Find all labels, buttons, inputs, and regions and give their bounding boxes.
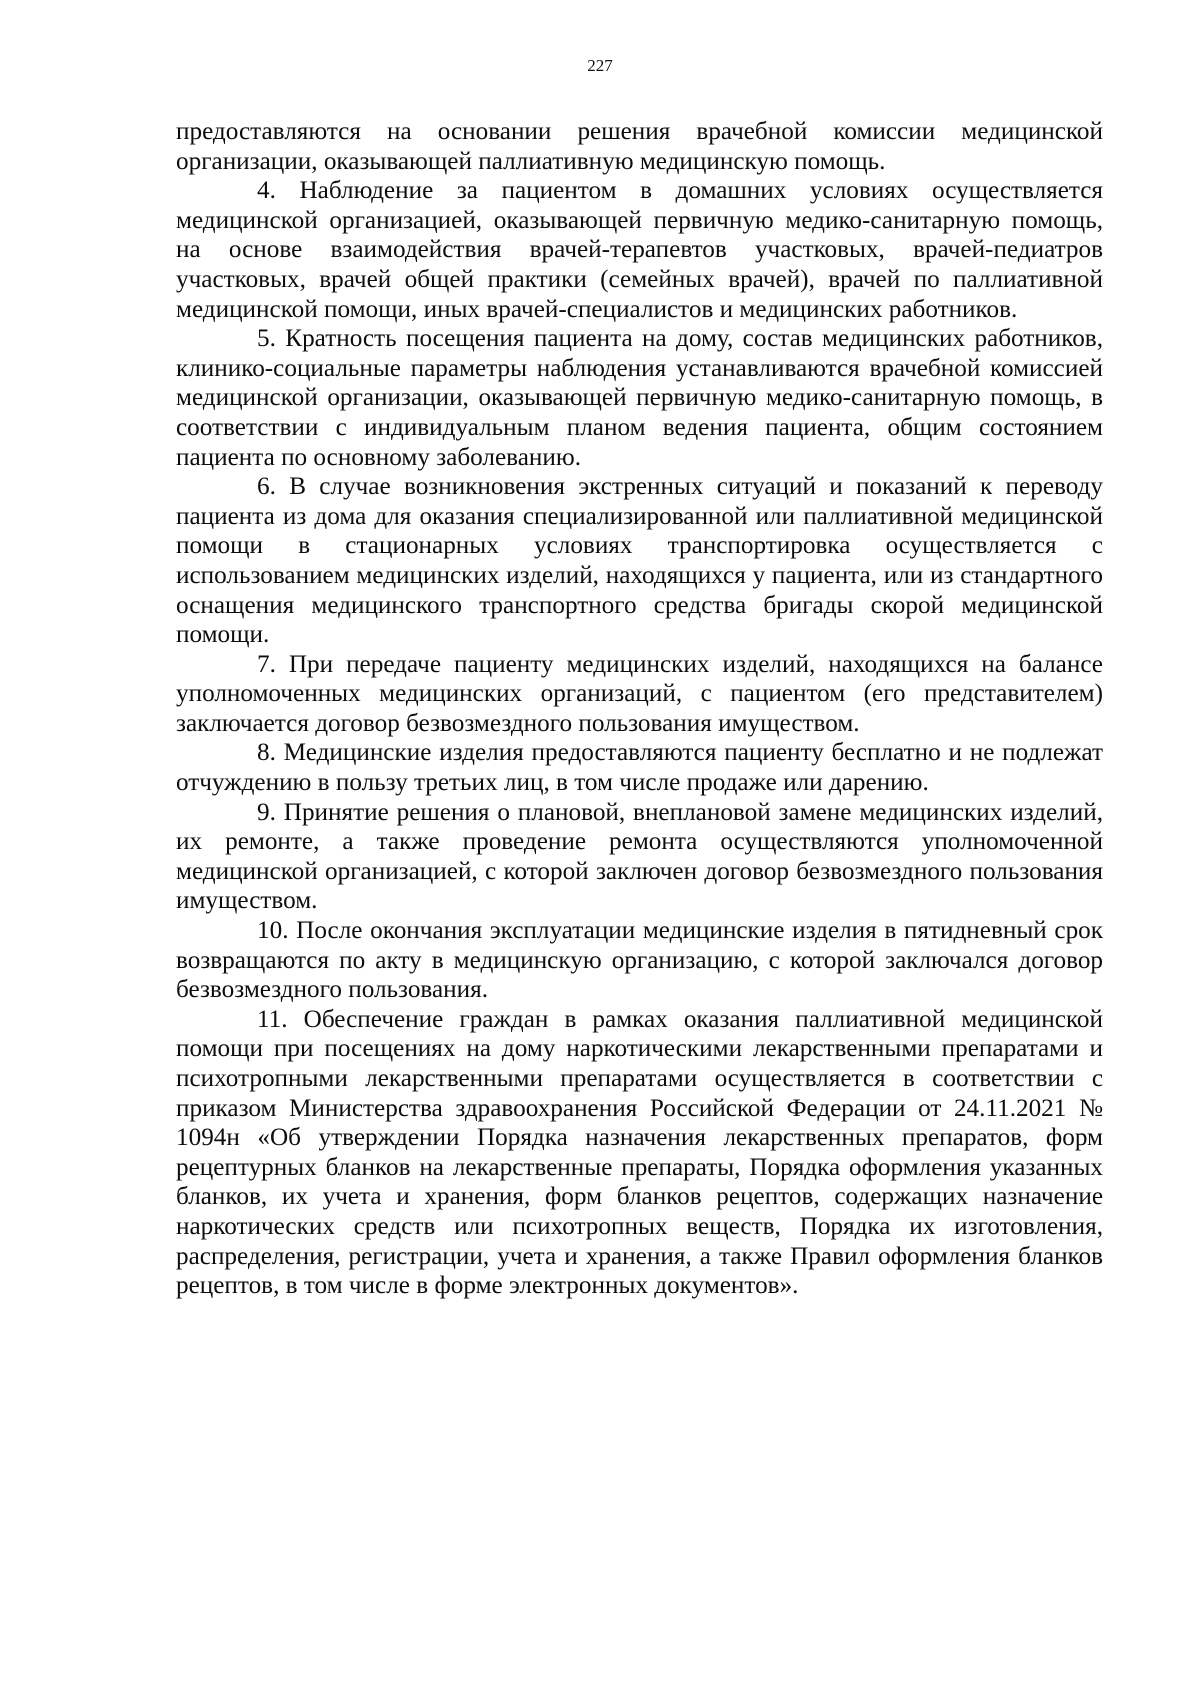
paragraph-item-6: 6. В случае возникновения экстренных ситуаций и показаний к переводу пациента из дома для оказания специализированной или паллиативной медицинской помощи в стационарных условиях транспортировка осуществляется с использованием медицинских изделий, находящихся у пациента, или из стандартного оснащения медицинского транспортного средства бригады скорой медицинской помощи. bbox=[176, 473, 1103, 649]
paragraph-item-8: 8. Медицинские изделия предоставляются пациенту бесплатно и не подлежат отчуждению в пользу третьих лиц, в том числе продаже или дарению. bbox=[176, 739, 1103, 797]
paragraph-item-11: 11. Обеспечение граждан в рамках оказания паллиативной медицинской помощи при посещениях на дому наркотическими лекарственными препаратами и психотропными лекарственными препаратами осуществляется в соответствии с приказом Министерства здравоохранения Российской Федерации от 24.11.2021 № 1094н «Об утверждении Порядка назначения лекарственных препаратов, форм рецептурных бланков на лекарственные препараты, Порядка оформления указанных бланков, их учета и хранения, форм бланков рецептов, содержащих назначение наркотических средств или психотропных веществ, Порядка их изготовления, распределения, регистрации, учета и хранения, а также Правил оформления бланков рецептов, в том числе в форме электронных документов». bbox=[176, 1005, 1103, 1300]
document-body bbox=[176, 117, 1103, 1301]
paragraph-item-10: 10. После окончания эксплуатации медицинские изделия в пятидневный срок возвращаются по акту в медицинскую организацию, с которой заключался договор безвозмездного пользования. bbox=[176, 917, 1103, 1004]
page-number: 227 bbox=[587, 56, 613, 75]
paragraph-item-9: 9. Принятие решения о плановой, внеплановой замене медицинских изделий, их ремонте, а также проведение ремонта осуществляются уполномоченной медицинской организацией, с которой заключен договор безвозмездного пользования имуществом. bbox=[176, 798, 1103, 915]
paragraph-item-4: 4. Наблюдение за пациентом в домашних условиях осуществляется медицинской организацией, оказывающей первичную медико-санитарную помощь, на основе взаимодействия врачей-терапевтов участковых, врачей-педиатров участковых, врачей общей практики (семейных врачей), врачей по паллиативной медицинской помощи, иных врачей-специалистов и медицинских работников. bbox=[176, 177, 1103, 323]
paragraph-item-5: 5. Кратность посещения пациента на дому, состав медицинских работников, клинико-социальные параметры наблюдения устанавливаются врачебной комиссией медицинской организации, оказывающей первичную медико-санитарную помощь, в соответствии с индивидуальным планом ведения пациента, общим состоянием пациента по основному заболеванию. bbox=[176, 325, 1103, 471]
paragraph-continuation: предоставляются на основании решения врачебной комиссии медицинской организации, оказывающей паллиативную медицинскую помощь. bbox=[176, 118, 1103, 175]
paragraph-item-7: 7. При передаче пациенту медицинских изделий, находящихся на балансе уполномоченных медицинских организаций, с пациентом (его представителем) заключается договор безвозмездного пользования имуществом. bbox=[176, 650, 1103, 737]
